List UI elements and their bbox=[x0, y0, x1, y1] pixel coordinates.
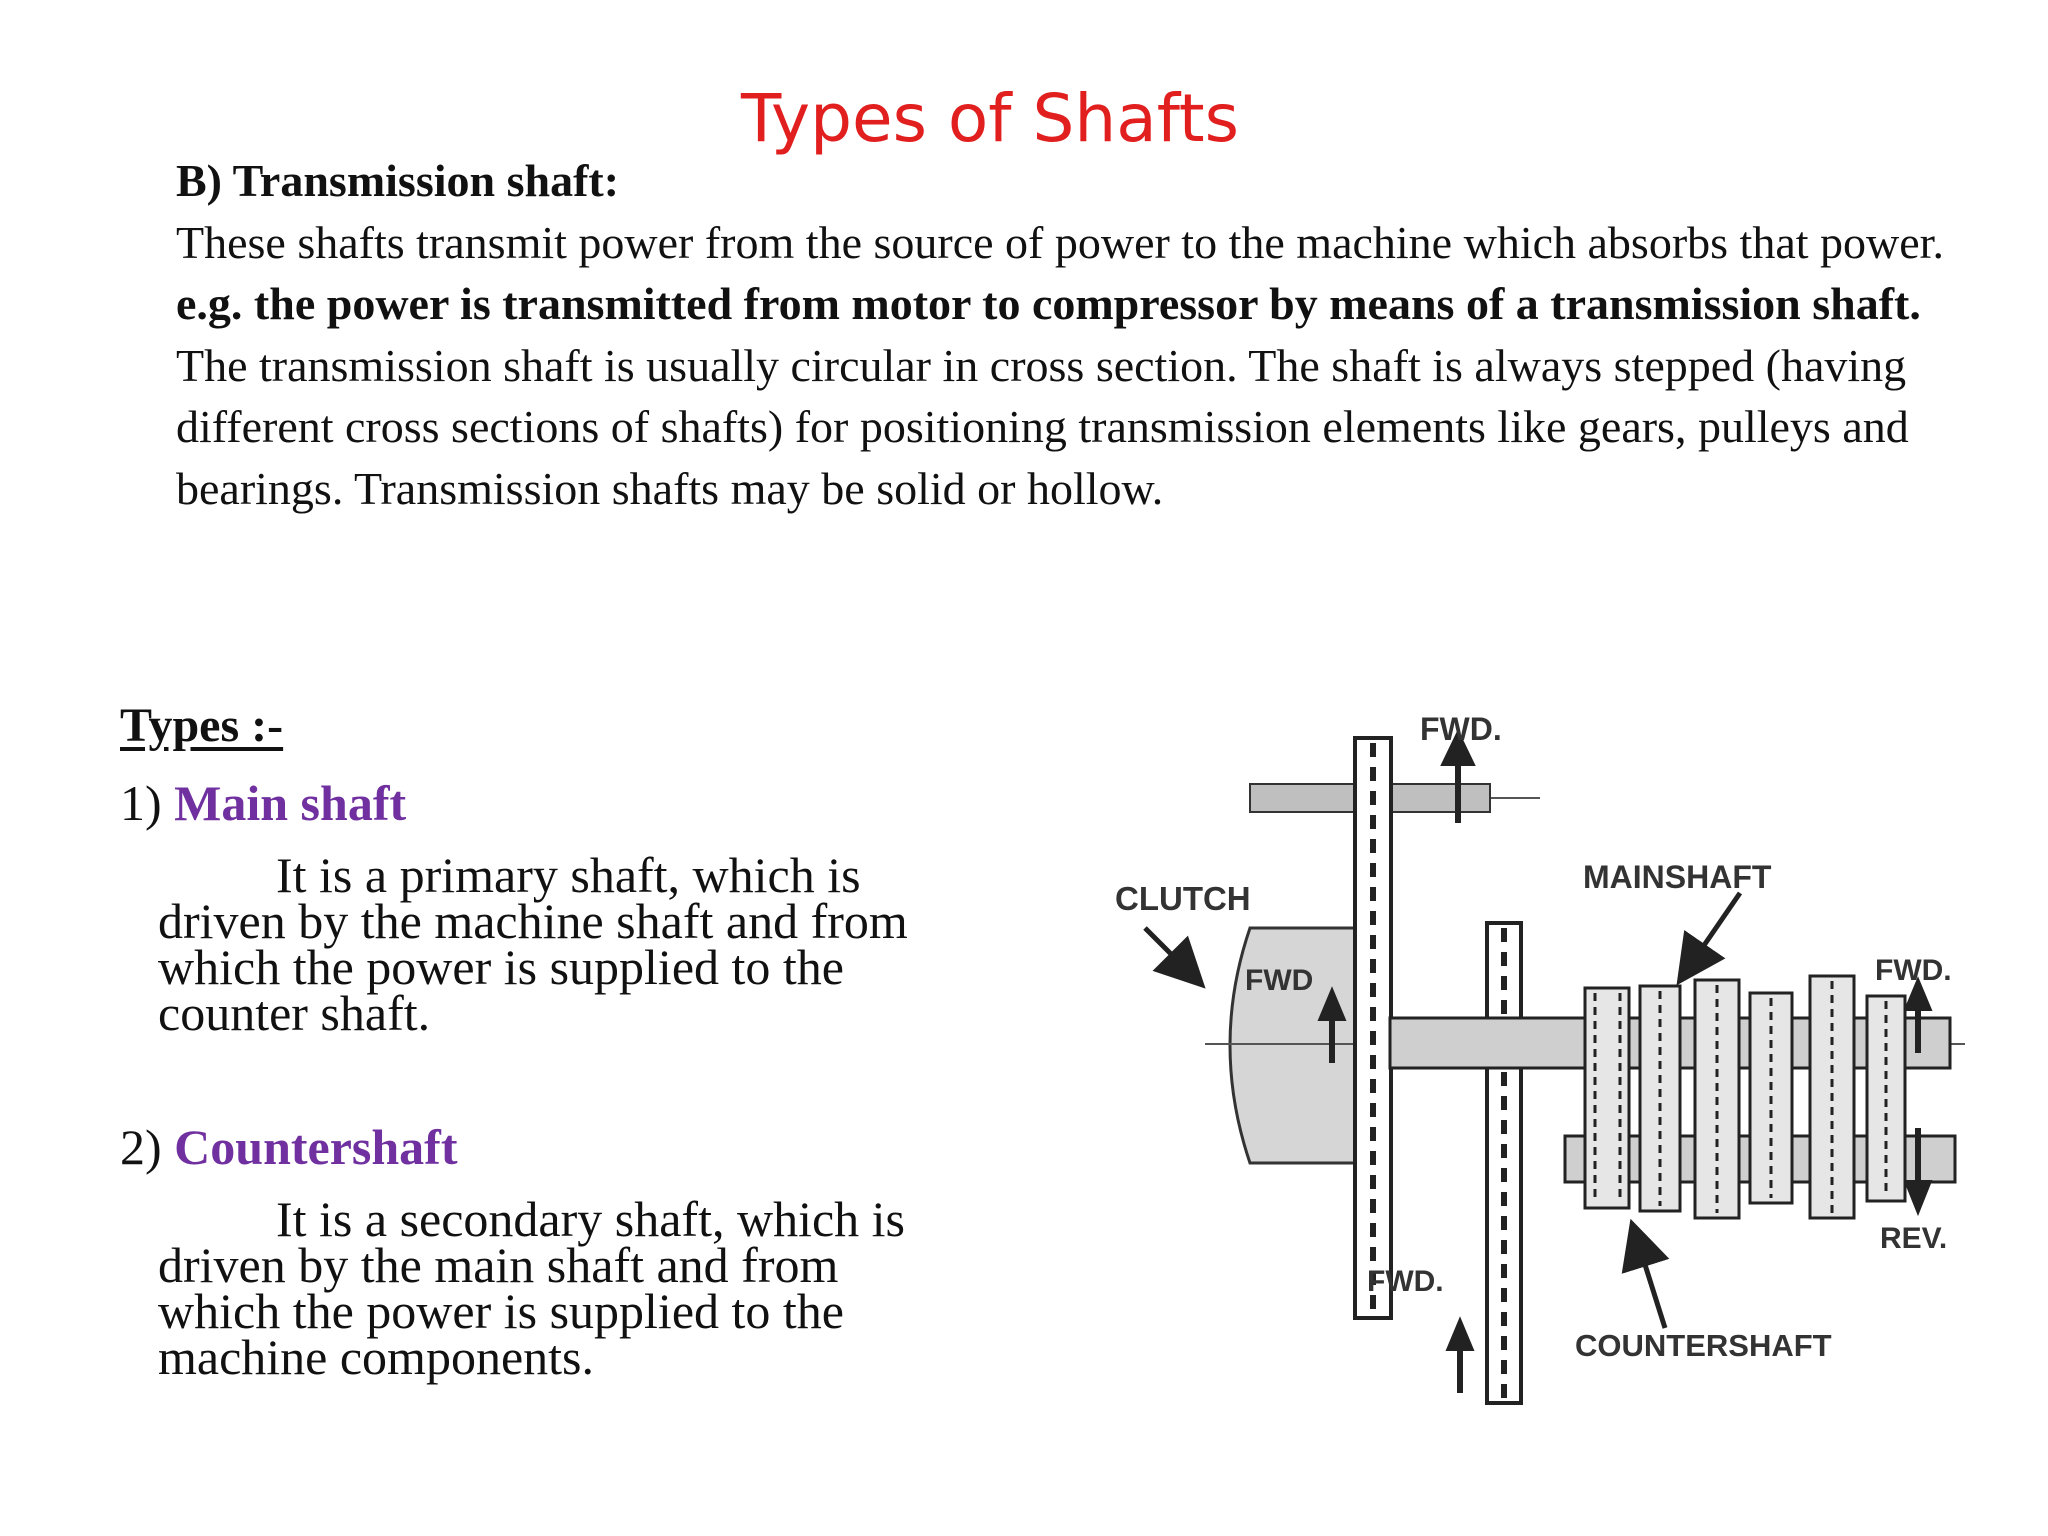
type-item-main-shaft-description bbox=[158, 847, 1058, 1041]
countershaft-pointer-arrow bbox=[1635, 1233, 1665, 1328]
description-line: machine components. bbox=[158, 1329, 594, 1385]
slide-title: Types of Shafts bbox=[740, 80, 1240, 157]
description-line: It is a secondary shaft, which is bbox=[276, 1191, 906, 1247]
label-countershaft: COUNTERSHAFT bbox=[1575, 1328, 1832, 1363]
type-name: Countershaft bbox=[174, 1119, 458, 1175]
label-fwd-right: FWD. bbox=[1875, 954, 1952, 987]
mainshaft-pointer-arrow bbox=[1685, 893, 1740, 973]
type-item-countershaft-heading bbox=[120, 1118, 457, 1176]
section-paragraph-1: These shafts transmit power from the source of power to the machine which absorbs that power. bbox=[176, 216, 1944, 268]
section-paragraph-2: The transmission shaft is usually circular in cross section. The shaft is always stepped (having different cross sections of shafts) for positioning transmission elements like gears, pulleys and bearings. Transmission shafts may be solid or hollow. bbox=[176, 339, 1909, 514]
type-number: 2) bbox=[120, 1119, 162, 1175]
label-fwd-bottom: FWD. bbox=[1367, 1265, 1444, 1298]
type-item-main-shaft-heading bbox=[120, 774, 406, 832]
clutch-pointer-arrow bbox=[1145, 928, 1195, 978]
label-clutch: CLUTCH bbox=[1115, 880, 1251, 917]
type-item-countershaft-description bbox=[158, 1191, 1058, 1385]
description-line: driven by the main shaft and from bbox=[158, 1237, 839, 1293]
transmission-shaft-section bbox=[176, 150, 1976, 519]
label-rev: REV. bbox=[1880, 1222, 1948, 1255]
types-heading: Types :- bbox=[120, 699, 284, 752]
type-number: 1) bbox=[120, 775, 162, 831]
transmission-diagram bbox=[1095, 688, 2010, 1408]
type-name: Main shaft bbox=[174, 775, 407, 831]
label-fwd-top: FWD. bbox=[1420, 711, 1502, 747]
section-heading: B) Transmission shaft: bbox=[176, 155, 620, 206]
secondary-chain bbox=[1487, 923, 1521, 1403]
description-line: which the power is supplied to the bbox=[158, 1283, 844, 1339]
description-line: counter shaft. bbox=[158, 985, 431, 1041]
description-line: driven by the machine shaft and from bbox=[158, 893, 908, 949]
primary-chain bbox=[1355, 738, 1391, 1318]
description-line: It is a primary shaft, which is bbox=[276, 847, 861, 903]
label-mainshaft: MAINSHAFT bbox=[1583, 859, 1772, 895]
label-fwd-clutch: FWD bbox=[1245, 964, 1314, 997]
description-line: which the power is supplied to the bbox=[158, 939, 844, 995]
section-example: e.g. the power is transmitted from motor to compressor by means of a transmission shaft. bbox=[176, 278, 1921, 329]
